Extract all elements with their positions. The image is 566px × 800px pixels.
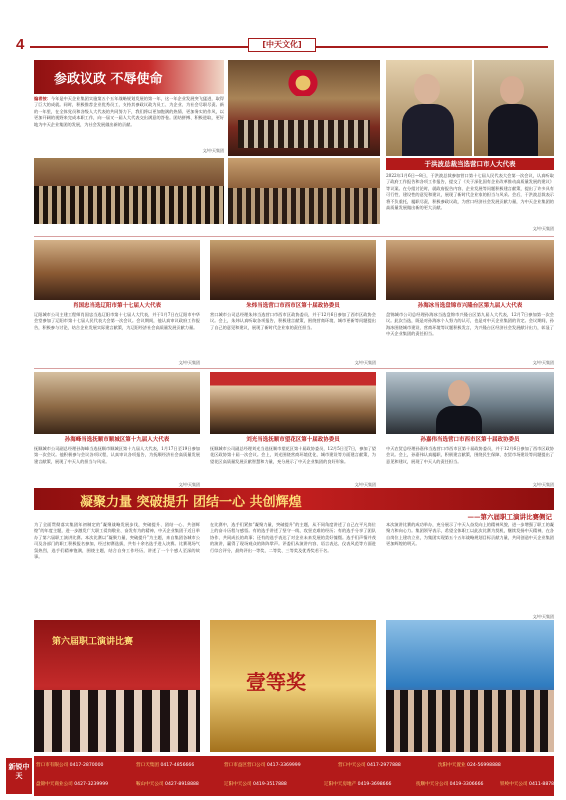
- row2-photo-3: [386, 240, 554, 300]
- right-article-credit: 文/中天集团: [532, 226, 554, 231]
- footer-directory: [34, 756, 566, 796]
- row2-caption-1: 肖国忠当选辽阳市第十七届人大代表: [72, 303, 161, 309]
- feature-credit: 文/中天集团: [202, 148, 224, 153]
- row2-credit-3: 文/中天集团: [532, 360, 554, 365]
- footer-logo-text: 新锐中天: [8, 763, 30, 780]
- footer-entry: 辽阳中天公司 0419-3517888: [224, 782, 287, 787]
- group-photo: [386, 620, 554, 752]
- footer-entry: 盘锦中天商业公司 0427-3239999: [36, 782, 109, 787]
- group-people: [386, 690, 554, 752]
- person-body-3: [436, 406, 482, 434]
- section-tag: [中天文化]: [248, 38, 316, 52]
- stage-people: [34, 690, 200, 752]
- person-head-2: [500, 76, 524, 104]
- intro-label: 编者按：: [34, 96, 51, 101]
- row2-credit-2: 文/中天集团: [354, 360, 376, 365]
- divider-2: [34, 368, 554, 369]
- row3-credit-2: 文/中天集团: [354, 482, 376, 487]
- row3-body-3: 中天农贸总经理孙嘉伟当选营口市西市区第十届政协委员，并于12月6日参加了西市区政协会议。会上，孙嘉伟认真履职，积极建言献策，围绕民生保障、农贸市场建设等问题提出了意见和建议，展现了中天人的责任担当。: [386, 446, 554, 464]
- divider-1: [34, 236, 554, 237]
- row3-body-2: 抚顺城市公司副总经理刘光当选抚顺市望花区第十届政协委员，12月5日至7日，参加了望花区政协第十届一次会议。会上，刘光围绕营商环境优化、城市建设等方面建言献策，为望花区高质量发展贡献智慧和力量，充分展示了中天企业集团的良好形象。: [210, 446, 376, 464]
- lower-text-col-3: 本次演讲比赛的成功举办，充分展示了中天人奋发向上的精神风貌，进一步增强了职工的凝聚力和向心力。集团领导表示，希望全体职工以此次比赛为契机，继续发扬中天精神，在各自岗位上建功立业，为集团实现第五个五年战略规划目标贡献力量，共同创造中天企业集团更加辉煌的明天。: [386, 522, 554, 547]
- certificate-label: 壹等奖: [246, 670, 306, 694]
- portrait-photo: [386, 60, 472, 156]
- feature-intro: [34, 96, 224, 148]
- lower-text-col-2: 在比赛中，选手们紧扣“凝聚力量，突破提升”的主题，从不同角度讲述了自己在平凡岗位上的奋斗历程与感悟。有的选手讲述了坚守一线、攻坚克难的经历；有的选手分享了团队协作、共同成长的故事；还有的选手表达了对企业未来发展的美好憧憬。选手们声情并茂的演讲，赢得了现场观众的阵阵掌声。评委们从演讲内容、语言表达、仪表风范等方面进行综合评分，最终评出一等奖、二等奖、三等奖及优秀奖若干名。: [210, 522, 376, 553]
- footer-entry: 营口市益区营口公司 0417-3369999: [224, 763, 301, 768]
- page-header: [0, 0, 558, 53]
- banner-title: 凝聚力量 突破提升 团结一心 共创辉煌: [80, 495, 302, 510]
- row3-body-1: 抚顺城市公司副总经理孙海峰当选抚顺市顺城区第十九届人大代表，1月17日至19日参加第一次会议。他积极参与会议各项议程，认真审议各项报告，为抚顺经济社会高质量发展建言献策，展现了中天人的担当与风采。: [34, 446, 200, 464]
- footer-logo: [6, 758, 32, 794]
- row3-photo-1: [34, 372, 200, 434]
- row2-caption-2: 朱炜当选营口市西市区第十届政协委员: [246, 303, 340, 309]
- right-article-body: 2022年1月6日—8日，于洪波总裁参加营口第十七届人民代表大会第一次会议，认真听取了政府工作报告和各项工作报告，提交了《关于深化国有企业改革推动高质量发展的建议》等议案。在分组讨论时，就政府报告内容、企业发展等问题积极建言献策，提出了许多具有可行性、建设性的意见和建议，展现了新时代企业家的担当与风采。会后，于洪波总裁表示将不负重托，履职尽责，积极参政议政，为营口经济社会发展贡献力量，为中天企业集团的高质量发展做出新的更大贡献。: [386, 173, 554, 211]
- row3-caption-2: 刘光当选抚顺市望花区第十届政协委员: [246, 437, 340, 443]
- row3-photo-2: [210, 372, 376, 434]
- row3-caption-1: 孙海峰当选抚顺市顺城区第十九届人大代表: [64, 437, 170, 443]
- row3-photo-3: [386, 372, 554, 434]
- feature-title-banner: [34, 60, 224, 94]
- row2-caption-3: 孙海冰当选盘锦市兴隆台区第九届人大代表: [417, 303, 523, 309]
- feature-title: 参政议政 不辱使命: [54, 72, 163, 87]
- footer-entry: 沈阳中天置业 024-56998888: [438, 763, 501, 768]
- footer-entry: 营口天集团 0417-4856666: [136, 763, 195, 768]
- row2-photo-2: [210, 240, 376, 300]
- speech-contest-banner: [34, 488, 554, 510]
- person-body-2: [488, 104, 538, 156]
- certificate-photo: [210, 620, 376, 752]
- row3-caption-3: 孙嘉伟当选营口市西市区第十届政协委员: [420, 437, 520, 443]
- portrait-photo-2: [474, 60, 554, 156]
- footer-entry: 营口市有限公司 0417-2870000: [36, 763, 104, 768]
- stage-photo-label: 第六届职工演讲比赛: [52, 637, 134, 647]
- hall-crowd: [34, 186, 224, 224]
- row2-body-1: 辽阳城市公司主建工程师肖国忠当选辽阳市第十七届人大代表，并于1月7日在辽阳市中华会堂参加了辽阳市第十七届人民代表大会第一次会议。会议期间，他认真审议政府工作报告，积极参与讨论，结合企业发展实际建言献策，为辽阳经济社会高质量发展贡献力量。: [34, 312, 200, 330]
- row2-credit-1: 文/中天集团: [178, 360, 200, 365]
- hall-photo: [228, 60, 380, 156]
- hall-photo-left: [34, 158, 224, 224]
- meeting-crowd: [228, 188, 380, 224]
- row2-body-3: 盘锦城市公司总经理孙海冰当选盘锦市兴隆台区第九届人大代表，12月7日参加第一次会议。此次当选，既是对孙海冰个人努力的认可，也是对中天企业集团的肯定。会议期间，孙海冰围绕城市建设、营商环境等议题积极发言，为兴隆台区经济社会发展献计出力，彰显了中天企业集团的责任担当。: [386, 312, 554, 337]
- banner-subtitle: ——第六届职工演讲比赛侧记: [467, 513, 552, 521]
- audience-rows: [238, 120, 370, 148]
- intro-text: 今年是中天企业集团实施第五个五年战略规划发展的第一年，这一年企业发展突飞猛进，取得了巨大的成就。同时，积极推荐企业优秀员工，支持其参政议政为员工、为企业、为社会尽职尽责。新的一年里，在全体党员和各级人大代表的共同努力下，我们将以更加饱满的热情、更加务实的作风，以更加开阔的视野来完成本职工作，向一届又一届人大代表交出满意的答卷。团结拼搏、积极进取，更好地为中天企业集团的发展，为社会发展做出新的贡献。: [34, 96, 224, 127]
- right-article-title: 于洪波总裁当选营口市人大代表: [386, 158, 554, 170]
- row2-photo-1: [34, 240, 200, 300]
- lower-credit: 文/中天集团: [532, 614, 554, 619]
- row3-credit-3: 文/中天集团: [532, 482, 554, 487]
- person-body: [402, 104, 454, 156]
- footer-entry: 抚顺中天分公司 0419-3306666: [416, 782, 484, 787]
- lower-text-col-1: 为了全面贯彻落实集团年初制定的“凝聚战略发展步伐，突破提升、团结一心、共创辉煌”的年度主题，进一步激发广大职工爱岗敬业、奋发有为的精神，中天企业集团于近日举办了第六届职工演讲比赛。本次比赛以“凝聚力量，突破提升”为主题，来自集团各城市公司及各部门的职工积极报名参加，经过初赛选拔，共有十余名选手进入决赛。比赛现场气氛热烈，选手们精神饱满，围绕主题，结合自身工作经历，讲述了一个个感人至深的故事。: [34, 522, 200, 560]
- row2-body-2: 营口城市公司总经理朱炜当选营口市西市区政协委员，并于12月6日参加了西市区政协会议。会上，朱炜认真听取各项报告，积极建言献策，围绕营商环境、城市更新等问题提出了自己的意见和建议，展现了新时代企业家的责任担当。: [210, 312, 376, 330]
- emblem-icon: [283, 70, 323, 96]
- row3-credit-1: 文/中天集团: [178, 482, 200, 487]
- meeting-photo: [228, 158, 380, 224]
- person-head-3: [448, 380, 470, 406]
- person-head: [414, 74, 440, 104]
- footer-entry: 辽阳中天房地产 0419-3698666: [324, 782, 392, 787]
- page-number: 4: [16, 36, 25, 53]
- footer-entry: 营口中天公司 0417-2977888: [338, 763, 401, 768]
- footer-entry: 铁岭中天公司 0411-88788555: [500, 782, 566, 787]
- stage-photo: [34, 620, 200, 752]
- footer-entry: 鞍山中天公司 0427-8918888: [136, 782, 199, 787]
